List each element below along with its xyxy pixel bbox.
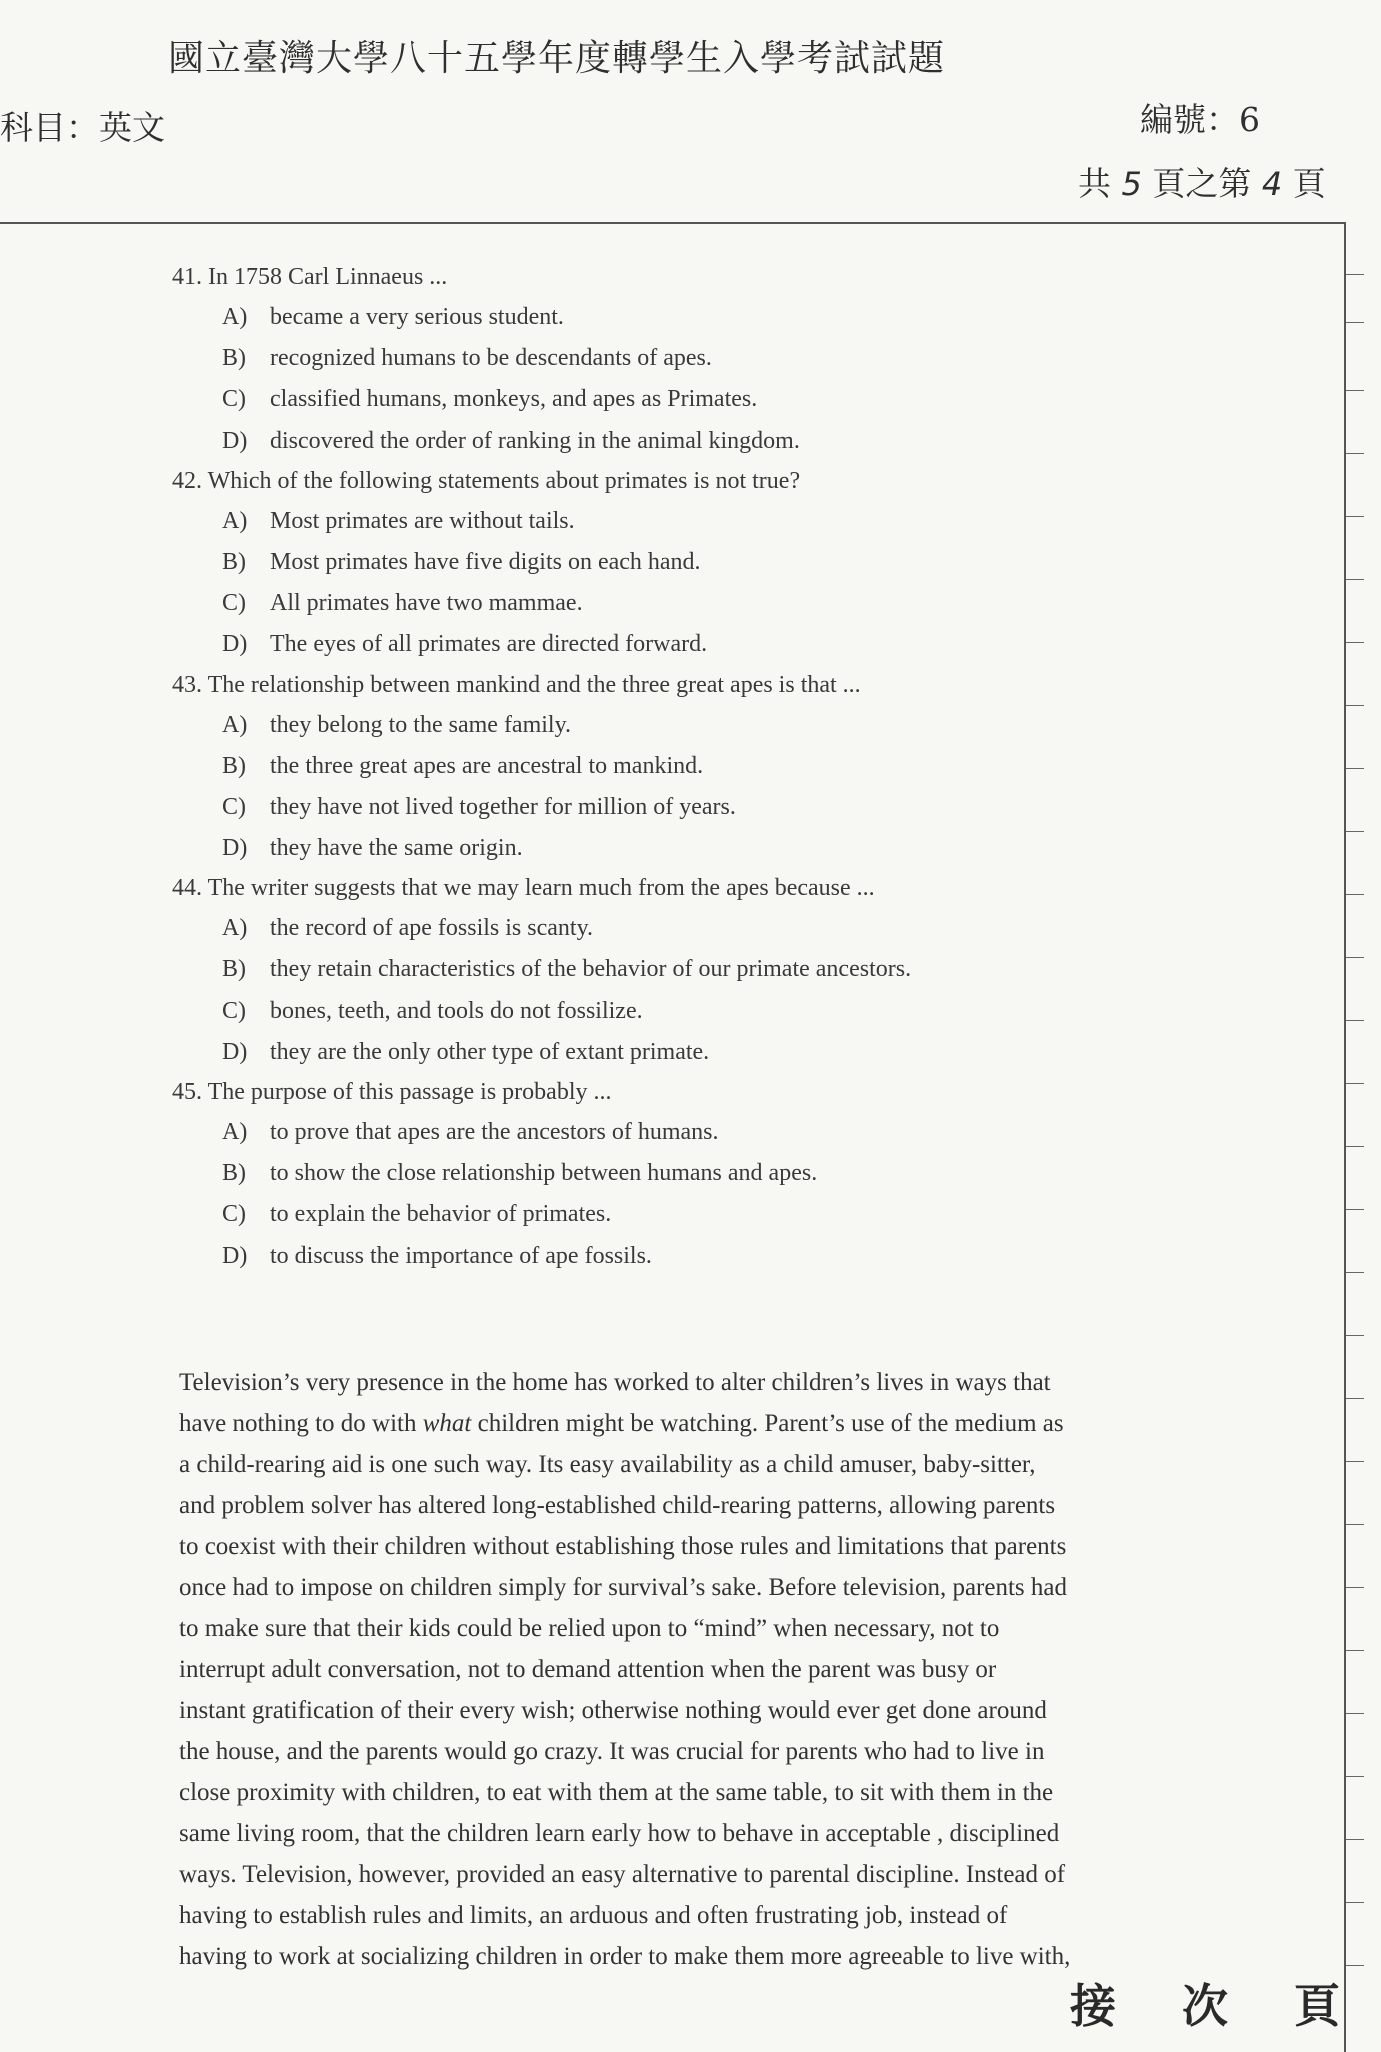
option-c	[172, 379, 1232, 420]
option-a	[172, 1112, 1232, 1153]
question-42	[172, 462, 1232, 666]
option-letter: C)	[222, 386, 246, 413]
margin-tick	[1346, 768, 1364, 769]
margin-tick	[1346, 1146, 1364, 1147]
passage-line: close proximity with children, to eat with them at the same table, to sit with them in the	[179, 1779, 1054, 1806]
question-stem: 42. Which of the following statements about primates is not true?	[172, 467, 801, 494]
margin-tick	[1346, 1398, 1364, 1399]
option-letter: D)	[222, 427, 248, 454]
option-a	[172, 297, 1232, 338]
passage-line: having to work at socializing children in order to make them more agreeable to live with,	[179, 1943, 1071, 1970]
option-text: Most primates are without tails.	[270, 507, 575, 534]
question-stem: 41. In 1758 Carl Linnaeus ...	[172, 264, 448, 290]
passage-text: have nothing to do with	[179, 1410, 423, 1437]
passage-line: to make sure that their kids could be relied upon to “mind” when necessary, not to	[179, 1615, 1000, 1642]
option-text: they have the same origin.	[270, 835, 523, 862]
option-d	[172, 421, 1232, 462]
option-letter: A)	[222, 507, 248, 534]
option-b	[172, 338, 1232, 379]
question-stem: 43. The relationship between mankind and the three great apes is that ...	[172, 671, 861, 698]
margin-tick	[1346, 390, 1364, 391]
margin-tick	[1346, 1713, 1364, 1714]
subject-label: 科目：英文	[0, 108, 165, 147]
option-letter: B)	[222, 956, 246, 983]
continued-char: 接	[1070, 1979, 1116, 2033]
margin-tick	[1346, 1902, 1364, 1903]
option-letter: B)	[222, 752, 246, 779]
option-letter: A)	[222, 1119, 248, 1145]
passage-line: Television’s very presence in the home has worked to alter children’s lives in ways that	[179, 1369, 1051, 1396]
option-text: The eyes of all primates are directed forward.	[270, 631, 708, 658]
option-b	[172, 542, 1232, 583]
option-text: to explain the behavior of primates.	[270, 1201, 612, 1228]
passage-emphasis: what	[422, 1410, 472, 1437]
option-text: they belong to the same family.	[270, 711, 572, 738]
option-d	[172, 1032, 1232, 1073]
option-c	[172, 583, 1232, 624]
option-letter: C)	[222, 997, 246, 1024]
option-text: bones, teeth, and tools do not fossilize.	[270, 997, 643, 1024]
option-letter: C)	[222, 793, 246, 820]
passage-line: having to establish rules and limits, an arduous and often frustrating job, instead of	[179, 1902, 1008, 1929]
passage-line: to coexist with their children without establishing those rules and limitations that parents	[179, 1533, 1067, 1560]
margin-tick	[1346, 1587, 1364, 1588]
margin-tick	[1346, 1776, 1364, 1777]
question-43	[172, 666, 1232, 870]
reading-passage	[179, 1362, 1179, 1977]
margin-tick	[1346, 1650, 1364, 1651]
page-count-mid: 頁之第	[1152, 164, 1252, 203]
option-text: they have not lived together for million of years.	[270, 793, 736, 820]
option-a	[172, 501, 1232, 542]
margin-tick	[1346, 831, 1364, 832]
passage-line: and problem solver has altered long-established child-rearing patterns, allowing parents	[179, 1492, 1056, 1519]
option-text: to show the close relationship between humans and apes.	[270, 1160, 818, 1187]
margin-tick	[1346, 274, 1364, 275]
margin-tick	[1346, 1965, 1364, 1966]
option-letter: C)	[222, 590, 246, 617]
option-letter: C)	[222, 1201, 246, 1228]
margin-tick	[1346, 1461, 1364, 1462]
option-b	[172, 746, 1232, 787]
option-text: the three great apes are ancestral to mankind.	[270, 752, 704, 779]
option-letter: A)	[222, 711, 248, 738]
question-stem: 45. The purpose of this passage is probably ...	[172, 1079, 612, 1105]
option-text: recognized humans to be descendants of apes.	[270, 345, 712, 372]
question-45	[172, 1073, 1232, 1277]
option-letter: D)	[222, 835, 248, 862]
page-current: 4	[1261, 165, 1283, 203]
page-count-prefix: 共	[1078, 164, 1111, 203]
margin-tick	[1346, 642, 1364, 643]
option-text: Most primates have five digits on each hand.	[270, 548, 701, 575]
margin-tick	[1346, 705, 1364, 706]
page-count	[1078, 158, 1326, 205]
option-letter: A)	[222, 304, 248, 330]
continued-char: 頁	[1294, 1979, 1340, 2033]
margin-tick	[1346, 1839, 1364, 1840]
option-letter: A)	[222, 915, 248, 942]
option-letter: D)	[222, 1038, 248, 1065]
option-c	[172, 991, 1232, 1032]
option-letter: B)	[222, 1160, 246, 1187]
margin-tick	[1346, 579, 1364, 580]
option-text: All primates have two mammae.	[270, 590, 583, 617]
margin-tick	[1346, 1335, 1364, 1336]
passage-line	[179, 1403, 1179, 1444]
option-a	[172, 908, 1232, 949]
passage-line: same living room, that the children learn early how to behave in acceptable , disciplined	[179, 1820, 1060, 1847]
option-text: to discuss the importance of ape fossils.	[270, 1242, 652, 1269]
margin-tick	[1346, 1083, 1364, 1084]
option-text: they are the only other type of extant primate.	[270, 1038, 710, 1065]
margin-tick	[1346, 1209, 1364, 1210]
margin-tick	[1346, 1020, 1364, 1021]
margin-tick	[1346, 1272, 1364, 1273]
margin-tick	[1346, 453, 1364, 454]
margin-tick	[1346, 322, 1364, 323]
serial-number: 編號：6	[1140, 100, 1260, 139]
passage-line: instant gratification of their every wish; otherwise nothing would ever get done around	[179, 1697, 1047, 1724]
option-text: the record of ape fossils is scanty.	[270, 915, 594, 942]
continued-char: 次	[1182, 1979, 1228, 2033]
continued-next-page	[1070, 1970, 1340, 2036]
option-text: discovered the order of ranking in the animal kingdom.	[270, 427, 800, 454]
margin-tick	[1346, 894, 1364, 895]
passage-text: children might be watching. Parent’s use of the medium as	[471, 1410, 1064, 1437]
option-text: they retain characteristics of the behavior of our primate ancestors.	[270, 956, 912, 983]
page-count-suffix: 頁	[1292, 164, 1326, 203]
question-stem: 44. The writer suggests that we may learn much from the apes because ...	[172, 875, 875, 902]
option-c	[172, 1194, 1232, 1235]
option-d	[172, 624, 1232, 665]
option-d	[172, 1236, 1232, 1277]
passage-line: once had to impose on children simply for survival’s sake. Before television, parents had	[179, 1574, 1067, 1601]
passage-line: interrupt adult conversation, not to demand attention when the parent was busy or	[179, 1656, 997, 1683]
passage-line: ways. Television, however, provided an easy alternative to parental discipline. Instead of	[179, 1861, 1066, 1888]
option-letter: D)	[222, 1242, 248, 1269]
option-a	[172, 705, 1232, 746]
option-letter: D)	[222, 631, 248, 658]
option-text: classified humans, monkeys, and apes as Primates.	[270, 386, 758, 413]
option-b	[172, 949, 1232, 990]
question-list	[172, 258, 1232, 1277]
option-letter: B)	[222, 345, 246, 372]
passage-line: a child-rearing aid is one such way. Its easy availability as a child amuser, baby-sitter,	[179, 1451, 1036, 1478]
margin-tick	[1346, 1524, 1364, 1525]
option-letter: B)	[222, 548, 246, 575]
exam-title: 國立臺灣大學八十五學年度轉學生入學考試試題	[168, 38, 946, 79]
passage-line: the house, and the parents would go crazy. It was crucial for parents who had to live in	[179, 1738, 1045, 1765]
page-total: 5	[1121, 165, 1142, 203]
margin-tick	[1346, 957, 1364, 958]
option-d	[172, 828, 1232, 869]
option-c	[172, 787, 1232, 828]
question-44	[172, 869, 1232, 1073]
question-41	[172, 258, 1232, 462]
option-text: became a very serious student.	[270, 304, 564, 330]
option-b	[172, 1153, 1232, 1194]
option-text: to prove that apes are the ancestors of humans.	[270, 1119, 719, 1145]
margin-tick	[1346, 516, 1364, 517]
